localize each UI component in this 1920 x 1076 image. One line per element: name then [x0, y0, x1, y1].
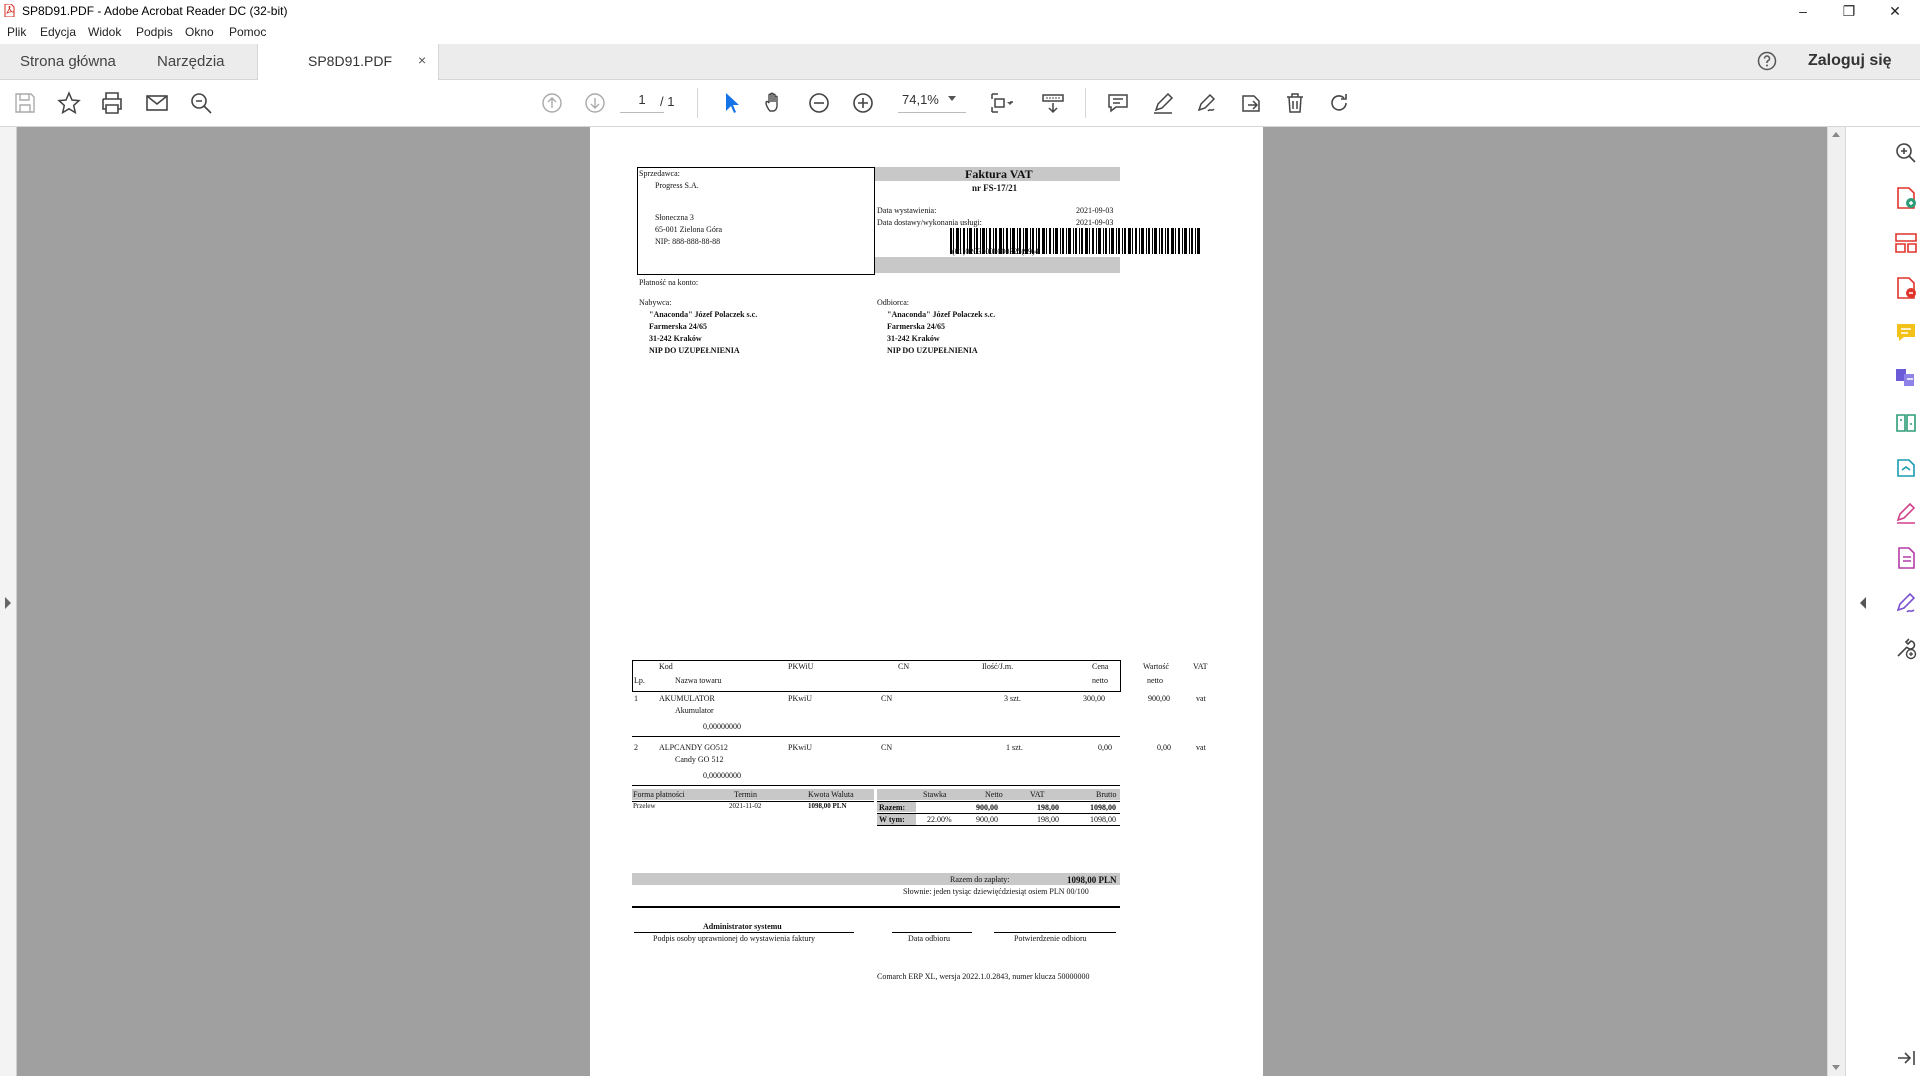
- minimize-button[interactable]: –: [1799, 3, 1807, 19]
- buyer-street: Farmerska 24/65: [649, 322, 707, 331]
- page-number-input[interactable]: 1: [620, 92, 664, 113]
- menu-bar: [0, 22, 1920, 44]
- receipt-confirm-line: [994, 932, 1116, 933]
- payment-termin-header: Termin: [734, 790, 757, 799]
- due-band: [632, 873, 1120, 885]
- hand-tool-icon[interactable]: [762, 90, 788, 116]
- save-icon[interactable]: [12, 90, 38, 116]
- payment-forma: Przelew: [633, 802, 656, 810]
- signature-caption: Podpis osoby uprawnionej do wystawienia faktury: [653, 934, 815, 943]
- menu-pomoc[interactable]: Pomoc: [229, 25, 267, 39]
- export-pdf-icon[interactable]: [1893, 275, 1919, 301]
- issue-date-label: Data wystawienia:: [877, 206, 937, 215]
- item-divider: [632, 785, 1120, 786]
- amount-in-words: Słownie: jeden tysiąc dziewięćdziesiąt osiem PLN 00/100: [903, 887, 1089, 896]
- summary-brutto-header: Brutto: [1096, 790, 1117, 799]
- payment-kwota-header: Kwota Waluta: [808, 790, 854, 799]
- scroll-up-icon[interactable]: [1832, 132, 1840, 137]
- receipt-date-label: Data odbioru: [908, 934, 950, 943]
- fill-sign-icon[interactable]: [1893, 500, 1919, 526]
- item-pkwiu: PKwiU: [788, 694, 813, 703]
- seller-name: Progress S.A.: [655, 181, 699, 190]
- payment-forma-header: Forma płatności: [633, 790, 685, 799]
- rotate-icon[interactable]: [1326, 90, 1352, 116]
- menu-widok[interactable]: Widok: [88, 25, 122, 39]
- recipient-street: Farmerska 24/65: [887, 322, 945, 331]
- header-cn: CN: [898, 662, 910, 671]
- print-icon[interactable]: [99, 90, 125, 116]
- item-extra: 0,00000000: [703, 722, 741, 731]
- help-icon[interactable]: [1757, 51, 1777, 71]
- search-icon[interactable]: [188, 90, 214, 116]
- item-divider: [632, 736, 1120, 737]
- left-panel-toggle[interactable]: [0, 127, 17, 1076]
- summary-stawka-header: Stawka: [923, 790, 947, 799]
- due-value: 1098,00 PLN: [1067, 875, 1117, 885]
- next-page-icon[interactable]: [582, 90, 608, 116]
- item-cena: 300,00: [1083, 694, 1105, 703]
- window-title: SP8D91.PDF - Adobe Acrobat Reader DC (32-bit): [22, 4, 288, 18]
- item-vat: vat: [1196, 743, 1206, 752]
- comment-icon[interactable]: [1105, 90, 1131, 116]
- title-bar: [0, 0, 1920, 22]
- payment-termin: 2021-11-02: [729, 802, 762, 810]
- issue-date: 2021-09-03: [1076, 206, 1114, 215]
- select-cursor-icon[interactable]: [718, 90, 744, 116]
- toolbar: [0, 80, 1920, 127]
- page-total: / 1: [660, 94, 675, 109]
- recipient-label: Odbiorca:: [877, 298, 909, 307]
- highlight-pen-icon[interactable]: [1150, 90, 1176, 116]
- buyer-city: 31-242 Kraków: [649, 334, 702, 343]
- tab-document-label: SP8D91.PDF: [308, 53, 393, 69]
- signature-line: [634, 932, 854, 933]
- header-cena: Cena: [1092, 662, 1109, 671]
- summary-total-label: Razem:: [879, 803, 906, 812]
- item-cn: CN: [881, 743, 893, 752]
- zoom-level-select[interactable]: 74,1%: [898, 92, 966, 113]
- barcode-text: (01)02033000000325(99)4: [952, 247, 1039, 256]
- close-tab-icon[interactable]: ×: [418, 52, 427, 68]
- footer-rule: [632, 906, 1120, 908]
- buyer-name: "Anaconda" Józef Polaczek s.c.: [649, 310, 758, 319]
- toolbar-separator: [1085, 88, 1086, 118]
- summary-total-brutto: 1098,00: [1090, 803, 1116, 812]
- item-nazwa: Akumulator: [675, 706, 714, 715]
- delivery-date: 2021-09-03: [1076, 218, 1114, 227]
- header-ilosc: Ilość/J.m.: [982, 662, 1014, 671]
- item-kod: ALPCANDY GO512: [659, 743, 728, 752]
- payment-kwota: 1098,00 PLN: [808, 802, 847, 810]
- acrobat-app-icon: [4, 4, 15, 17]
- delete-icon[interactable]: [1282, 90, 1308, 116]
- header-wartosc: Wartość: [1143, 662, 1170, 671]
- zoom-dropdown-chevron-icon[interactable]: [948, 96, 956, 101]
- tab-document[interactable]: [257, 44, 439, 80]
- invoice-title: Faktura VAT: [965, 167, 1033, 181]
- collapse-panel-icon[interactable]: [1893, 1045, 1919, 1071]
- item-vat: vat: [1196, 694, 1206, 703]
- item-cena: 0,00: [1098, 743, 1112, 752]
- item-cn: CN: [881, 694, 893, 703]
- send-for-review-icon[interactable]: [1893, 455, 1919, 481]
- buyer-nip: NIP DO UZUPEŁNIENIA: [649, 346, 740, 355]
- email-icon[interactable]: [144, 90, 170, 116]
- item-extra: 0,00000000: [703, 771, 741, 780]
- zoom-search-icon[interactable]: [1893, 140, 1919, 166]
- menu-plik[interactable]: Plik: [7, 25, 27, 39]
- summary-netto-header: Netto: [985, 790, 1003, 799]
- buyer-label: Nabywca:: [639, 298, 672, 307]
- delivery-date-label: Data dostawy/wykonania usługi:: [877, 218, 982, 227]
- item-nazwa: Candy GO 512: [675, 755, 724, 764]
- share-icon[interactable]: [1238, 90, 1264, 116]
- item-lp: 2: [634, 743, 638, 752]
- summary-including-netto: 900,00: [976, 815, 998, 824]
- compare-files-icon[interactable]: [1893, 410, 1919, 436]
- due-label: Razem do zapłaty:: [950, 875, 1010, 884]
- collapse-right-panel-icon[interactable]: [1860, 597, 1866, 609]
- scroll-mode-icon[interactable]: [1040, 90, 1066, 116]
- summary-including-label: W tym:: [879, 815, 905, 824]
- seller-nip: NIP: 888-888-88-88: [655, 237, 721, 246]
- header-pkwiu: PKWiU: [788, 662, 814, 671]
- zoom-out-icon[interactable]: [806, 90, 832, 116]
- menu-podpis[interactable]: Podpis: [136, 25, 173, 39]
- receipt-confirm-label: Potwierdzenie odbioru: [1014, 934, 1087, 943]
- page-fit-icon[interactable]: [988, 90, 1014, 116]
- summary-divider: [877, 825, 1120, 826]
- header-vat: VAT: [1193, 662, 1208, 671]
- invoice-number: nr FS-17/21: [972, 183, 1018, 193]
- menu-okno[interactable]: Okno: [185, 25, 214, 39]
- pdf-page: [590, 127, 1263, 1076]
- menu-edycja[interactable]: Edycja: [40, 25, 77, 39]
- summary-including-brutto: 1098,00: [1090, 815, 1116, 824]
- request-signature-icon[interactable]: [1893, 590, 1919, 616]
- item-ilosc: 3 szt.: [1004, 694, 1021, 703]
- comment-tool-icon[interactable]: [1893, 320, 1919, 346]
- previous-page-icon[interactable]: [539, 90, 565, 116]
- close-window-button[interactable]: ✕: [1889, 3, 1901, 19]
- bookmark-star-icon[interactable]: [56, 90, 82, 116]
- tab-home[interactable]: Strona główna: [20, 53, 116, 70]
- header-wartosc-netto: netto: [1147, 676, 1163, 685]
- tab-tools[interactable]: Narzędzia: [157, 53, 225, 70]
- payment-account-label: Płatność na konto:: [639, 278, 699, 287]
- maximize-button[interactable]: ❐: [1842, 3, 1856, 19]
- zoom-in-icon[interactable]: [850, 90, 876, 116]
- toolbar-separator: [697, 88, 698, 118]
- header-nazwa: Nazwa towaru: [675, 676, 722, 685]
- item-lp: 1: [634, 694, 638, 703]
- receipt-date-line: [892, 932, 972, 933]
- header-lp: Lp.: [634, 676, 645, 685]
- vertical-scrollbar[interactable]: [1827, 127, 1845, 1076]
- tab-bar: [0, 44, 1920, 80]
- edit-pdf-icon[interactable]: [1893, 545, 1919, 571]
- expand-left-panel-icon[interactable]: [5, 597, 11, 609]
- organize-pages-icon[interactable]: [1893, 230, 1919, 256]
- item-wartosc: 0,00: [1157, 743, 1171, 752]
- recipient-name: "Anaconda" Józef Polaczek s.c.: [887, 310, 996, 319]
- combine-files-icon[interactable]: [1893, 365, 1919, 391]
- item-kod: AKUMULATOR: [659, 694, 715, 703]
- seller-city: 65-001 Zielona Góra: [655, 225, 723, 234]
- seller-street: Słoneczna 3: [655, 213, 694, 222]
- right-tools-panel: [1845, 127, 1920, 1076]
- scroll-down-icon[interactable]: [1832, 1065, 1840, 1070]
- recipient-nip: NIP DO UZUPEŁNIENIA: [887, 346, 978, 355]
- create-pdf-icon[interactable]: [1893, 185, 1919, 211]
- seller-label: Sprzedawca:: [639, 169, 680, 178]
- more-tools-icon[interactable]: [1893, 635, 1919, 661]
- summary-including-vat: 198,00: [1037, 815, 1059, 824]
- summary-including-stawka: 22.00%: [927, 815, 952, 824]
- item-wartosc: 900,00: [1148, 694, 1170, 703]
- header-cena-netto: netto: [1092, 676, 1108, 685]
- summary-total-netto: 900,00: [976, 803, 998, 812]
- summary-total-vat: 198,00: [1037, 803, 1059, 812]
- title-band-bottom: [875, 257, 1120, 273]
- sign-icon[interactable]: [1194, 90, 1220, 116]
- header-kod: Kod: [659, 662, 673, 671]
- signature-name: Administrator systemu: [703, 922, 782, 931]
- summary-vat-header: VAT: [1030, 790, 1045, 799]
- item-pkwiu: PKwiU: [788, 743, 813, 752]
- login-link[interactable]: Zaloguj się: [1808, 52, 1892, 69]
- recipient-city: 31-242 Kraków: [887, 334, 940, 343]
- item-ilosc: 1 szt.: [1006, 743, 1023, 752]
- generator-footer: Comarch ERP XL, wersja 2022.1.0.2843, numer klucza 50000000: [877, 972, 1090, 981]
